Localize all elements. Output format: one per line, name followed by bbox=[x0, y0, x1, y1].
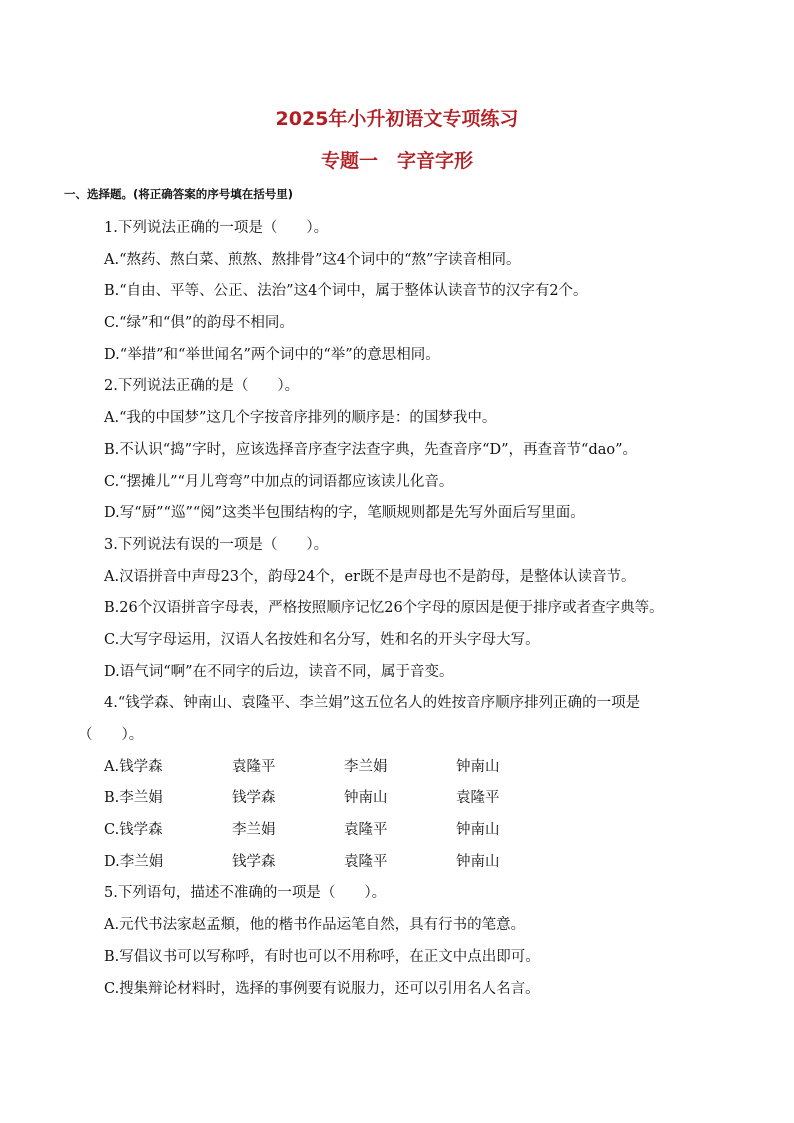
page-title: 2025年小升初语文专项练习 bbox=[275, 108, 519, 130]
option-cell: 钟南山 bbox=[344, 790, 388, 807]
option-2a: A.“我的中国梦”这几个字按音序排列的顺序是：的国梦我中。 bbox=[104, 410, 497, 427]
question-5: 5.下列语句，描述不准确的一项是（ ）。 bbox=[104, 885, 387, 902]
option-5b: B.写倡议书可以写称呼，有时也可以不用称呼，在正文中点出即可。 bbox=[104, 948, 540, 965]
question-4: 4.“钱学森、钟南山、袁隆平、李兰娟”这五位名人的姓按音序顺序排列正确的一项是 bbox=[104, 695, 641, 712]
option-cell: 袁隆平 bbox=[344, 822, 388, 839]
option-4c bbox=[0, 820, 794, 852]
option-4b bbox=[0, 788, 794, 820]
option-cell: 袁隆平 bbox=[344, 853, 388, 870]
option-cell: D.李兰娟 bbox=[104, 853, 164, 870]
question-3: 3.下列说法有误的一项是（ ）。 bbox=[104, 536, 329, 553]
option-2c: C.“摆摊儿”“月儿弯弯”中加点的词语都应该读儿化音。 bbox=[104, 473, 454, 490]
option-2d: D.写“厨”“巡”“阅”这类半包围结构的字，笔顺规则都是先写外面后写里面。 bbox=[104, 505, 585, 522]
option-cell: 钟南山 bbox=[456, 853, 500, 870]
option-3c: C.大写字母运用，汉语人名按姓和名分写，姓和名的开头字母大写。 bbox=[104, 631, 540, 648]
section-heading: 一、选择题。(将正确答案的序号填在括号里) bbox=[64, 187, 294, 201]
option-4d bbox=[0, 852, 794, 884]
option-1a: A.“熬药、熬白菜、煎熬、熬排骨”这4个词中的“熬”字读音相同。 bbox=[104, 251, 521, 268]
option-cell: 钟南山 bbox=[456, 822, 500, 839]
option-5c: C.搜集辩论材料时，选择的事例要有说服力，还可以引用名人名言。 bbox=[104, 980, 540, 997]
option-cell: A.钱学森 bbox=[104, 758, 163, 775]
option-cell: 李兰娟 bbox=[232, 822, 276, 839]
option-3d: D.语气词“啊”在不同字的后边，读音不同，属于音变。 bbox=[104, 663, 454, 680]
question-4-blank: （ ）。 bbox=[78, 727, 144, 743]
question-list bbox=[0, 218, 794, 1010]
option-cell: 钟南山 bbox=[456, 758, 500, 775]
option-cell: 钱学森 bbox=[232, 790, 276, 807]
question-1: 1.下列说法正确的一项是（ ）。 bbox=[104, 220, 329, 236]
option-1d: D.“举措”和“举世闻名”两个词中的“举”的意思相同。 bbox=[104, 346, 440, 363]
option-cell: C.钱学森 bbox=[104, 822, 163, 839]
option-1b: B.“自由、平等、公正、法治”这4个词中，属于整体认读音节的汉字有2个。 bbox=[104, 283, 588, 300]
option-cell: B.李兰娟 bbox=[104, 790, 163, 807]
option-5a: A.元代书法家赵孟頫，他的楷书作品运笔自然，具有行书的笔意。 bbox=[104, 917, 526, 934]
option-cell: 袁隆平 bbox=[232, 758, 276, 775]
option-3a: A.汉语拼音中声母23个，韵母24个，er既不是声母也不是韵母，是整体认读音节。 bbox=[104, 568, 636, 585]
option-cell: 袁隆平 bbox=[456, 790, 500, 807]
option-2b: B.不认识“捣”字时，应该选择音序查字法查字典，先查音序“D”，再查音节“dao”。 bbox=[104, 441, 638, 458]
page-subtitle: 专题一 字音字形 bbox=[320, 150, 473, 172]
option-4a bbox=[0, 757, 794, 789]
option-3b: B.26个汉语拼音字母表，严格按照顺序记忆26个字母的原因是便于排序或者查字典等。 bbox=[104, 600, 664, 617]
question-2: 2.下列说法正确的是（ ）。 bbox=[104, 378, 300, 395]
option-1c: C.“绿”和“俱”的韵母不相同。 bbox=[104, 315, 294, 332]
option-cell: 李兰娟 bbox=[344, 758, 388, 775]
option-cell: 钱学森 bbox=[232, 853, 276, 870]
